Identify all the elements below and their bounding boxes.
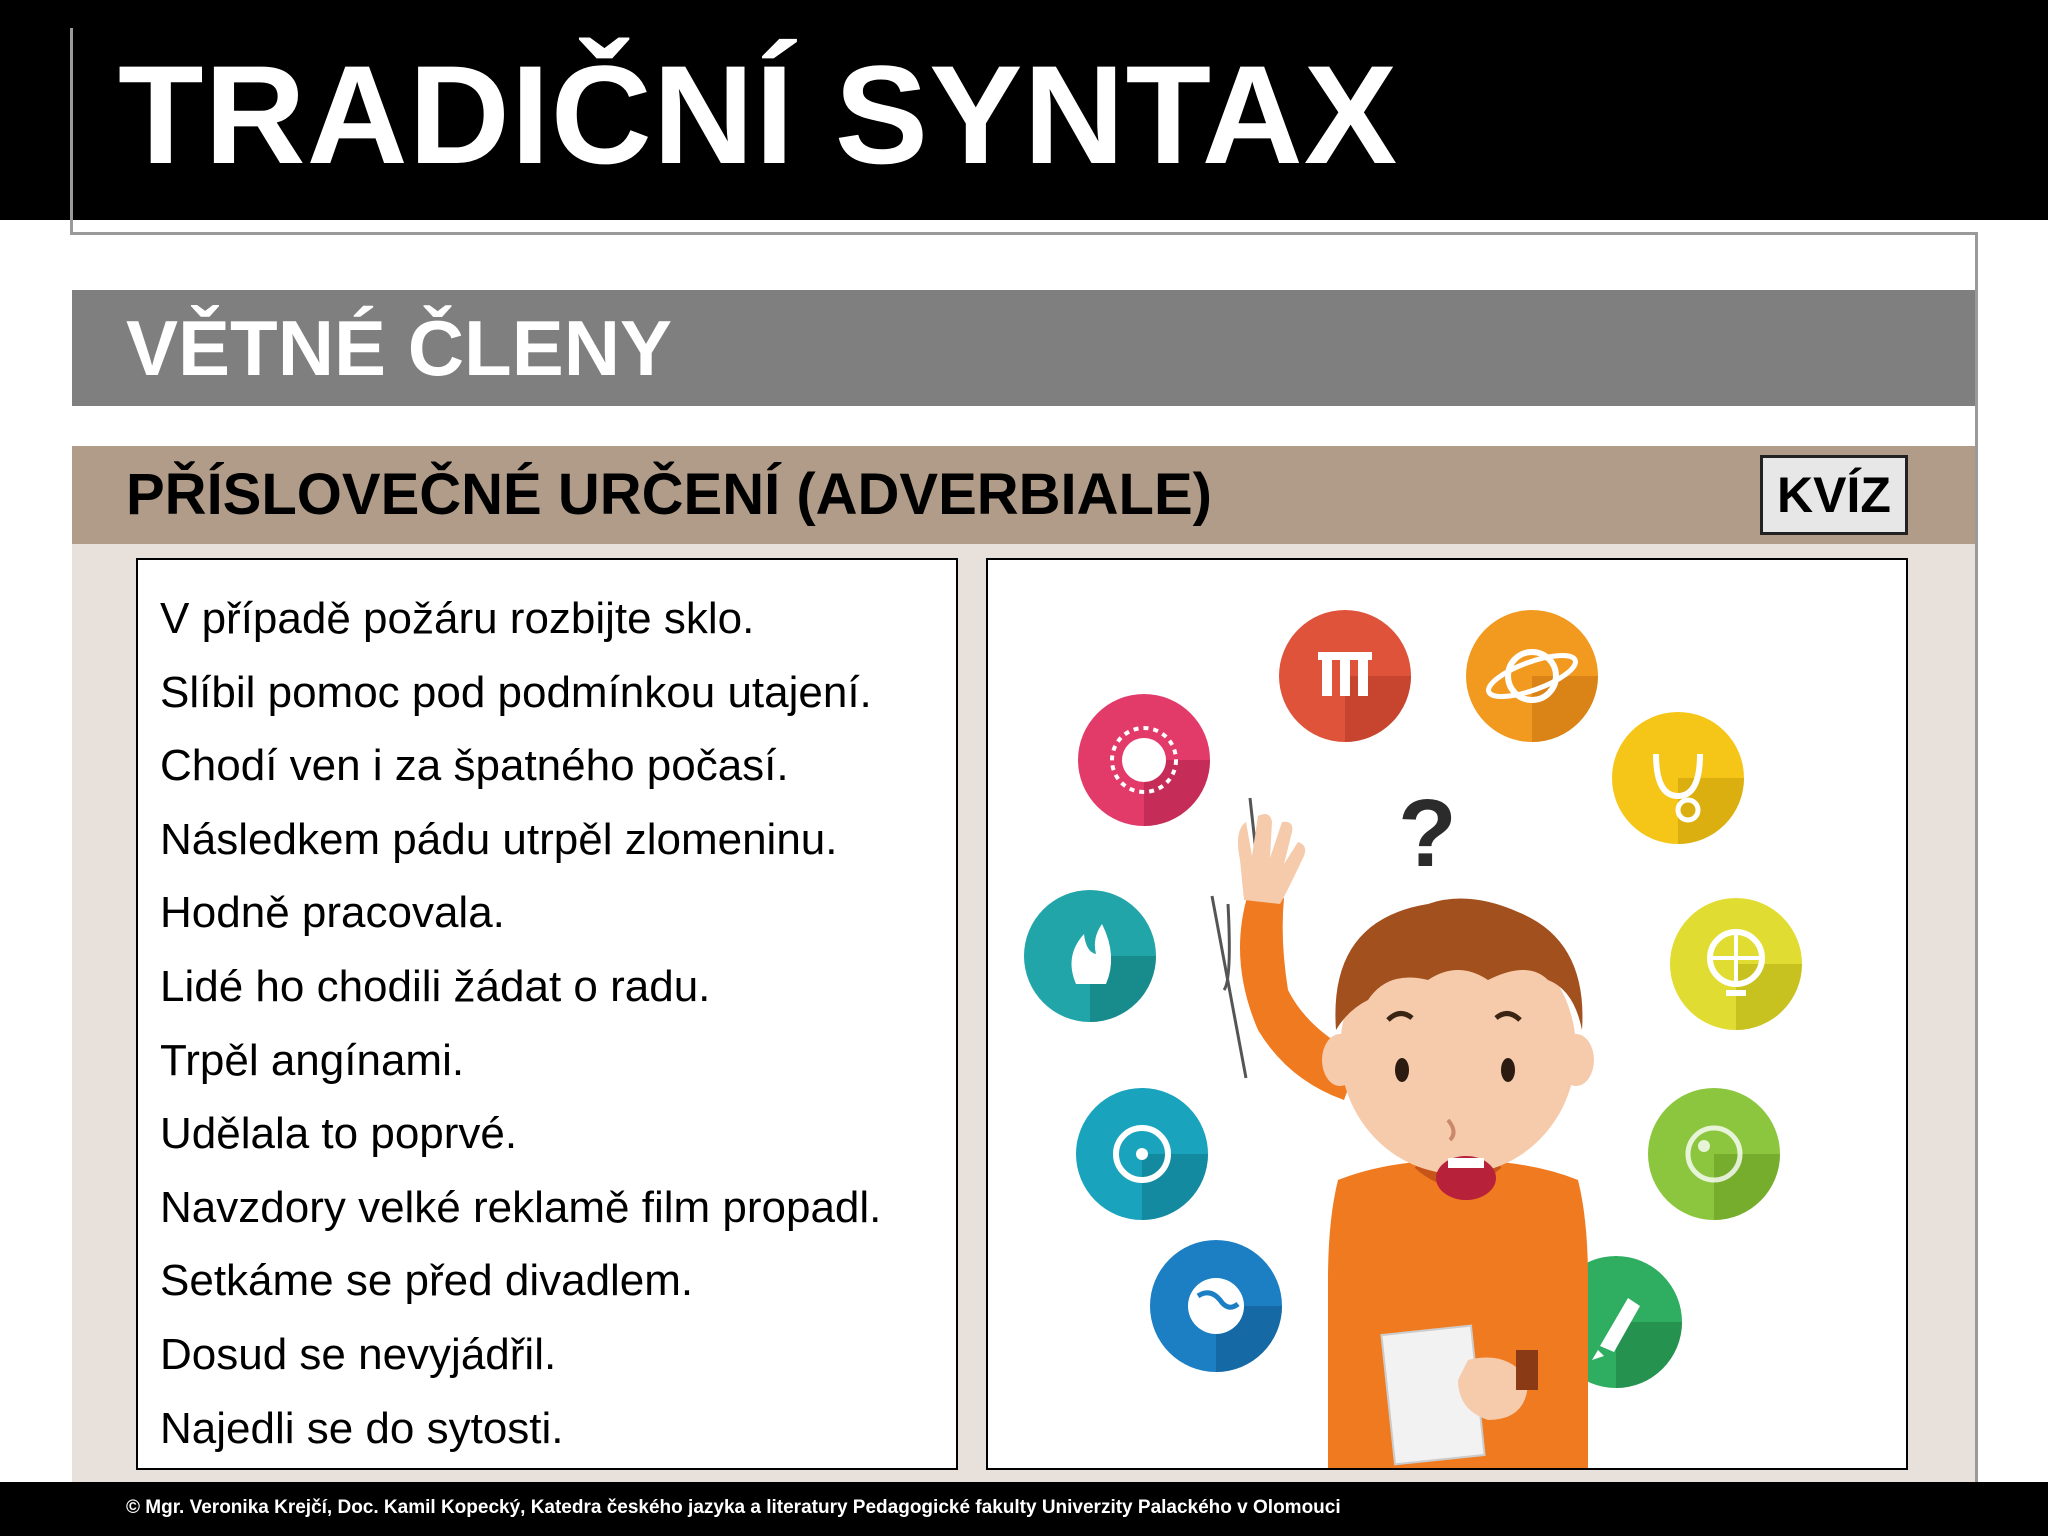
boy-body xyxy=(1328,1160,1588,1468)
quiz-button[interactable]: KVÍZ xyxy=(1760,455,1908,535)
sentence-item: Slíbil pomoc pod podmínkou utajení. xyxy=(160,667,872,717)
globe-icon xyxy=(1670,898,1802,1030)
stethoscope-icon xyxy=(1612,712,1744,844)
fire-icon xyxy=(1024,890,1156,1022)
subsection-title: PŘÍSLOVEČNÉ URČENÍ (ADVERBIALE) xyxy=(126,462,1212,527)
right-frame-line xyxy=(1975,232,1978,1482)
sun-icon xyxy=(1078,694,1210,826)
sentence-item: Setkáme se před divadlem. xyxy=(160,1256,694,1306)
illustration-panel xyxy=(986,558,1908,1470)
boy-head xyxy=(1322,899,1594,1200)
footer-copyright: © Mgr. Veronika Krejčí, Doc. Kamil Kopecký, Katedra českého jazyka a literatury Pedagogické fakulty Univerzity Palackého v Olomouci xyxy=(126,1497,1341,1518)
sentence-item: Následkem pádu utrpěl zlomeninu. xyxy=(160,814,838,864)
sentence-item: Trpěl angínami. xyxy=(160,1035,465,1085)
sentence-item: Dosud se nevyjádřil. xyxy=(160,1329,557,1379)
earth-icon xyxy=(1150,1240,1282,1372)
sentence-item: Hodně pracovala. xyxy=(160,888,505,938)
sentence-item: Udělala to poprvé. xyxy=(160,1109,518,1159)
sentence-item: Navzdory velké reklamě film propadl. xyxy=(160,1182,882,1232)
question-mark-icon: ? xyxy=(1398,780,1457,887)
sentence-panel xyxy=(136,558,958,1470)
sentence-item: V případě požáru rozbijte sklo. xyxy=(160,594,755,643)
section-title: VĚTNÉ ČLENY xyxy=(126,304,673,392)
boy-raising-hand-illustration xyxy=(988,560,1906,1468)
header-accent-line xyxy=(70,28,73,234)
sentence-list xyxy=(138,560,956,1465)
planet-icon xyxy=(1466,610,1598,742)
sentence-item: Lidé ho chodili žádat o radu. xyxy=(160,961,711,1011)
sentence-item: Chodí ven i za špatného počasí. xyxy=(160,741,789,791)
sentence-item: Najedli se do sytosti. xyxy=(160,1403,564,1453)
microorganism-icon xyxy=(1648,1088,1780,1220)
page-title: TRADIČNÍ SYNTAX xyxy=(118,36,1399,193)
header-divider xyxy=(70,232,1978,235)
radiation-icon xyxy=(1076,1088,1208,1220)
test-tubes-icon xyxy=(1279,610,1411,742)
